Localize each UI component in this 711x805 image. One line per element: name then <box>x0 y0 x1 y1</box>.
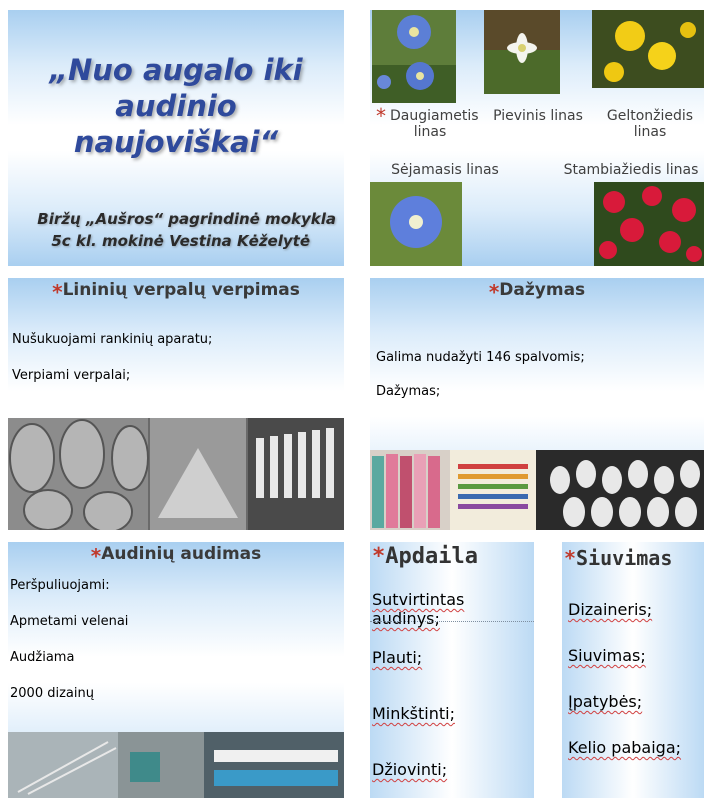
slide-sewing[interactable] <box>562 542 704 798</box>
slide-title <box>370 280 704 304</box>
slide-title <box>8 280 344 304</box>
slide-spinning[interactable] <box>8 278 344 530</box>
bullet-star: * <box>90 544 102 568</box>
red-flax-photo <box>594 182 704 266</box>
title-text: Lininių verpalų verpimas <box>62 280 300 300</box>
slide-flax-types[interactable] <box>370 10 704 266</box>
student-name: 5c kl. mokinė Vestina Kėželytė <box>51 232 310 250</box>
bullet-star: * <box>488 280 500 304</box>
text-line-1: Galima nudažyti 146 spalvomis; <box>376 350 585 365</box>
text-line-3: Minkštinti; <box>372 704 455 723</box>
slide-title[interactable] <box>8 10 344 266</box>
text-line-3: Audžiama <box>10 650 75 665</box>
text-line-2: Apmetami velenai <box>10 614 129 629</box>
yellow-flax-photo <box>592 10 704 88</box>
title-text: Audinių audimas <box>101 544 262 564</box>
caption-sejamasis: Sėjamasis linas <box>391 162 499 178</box>
slide-finishing[interactable] <box>370 542 534 798</box>
text-line-4: 2000 dizainų <box>10 686 94 701</box>
slide-title <box>372 544 478 569</box>
text-line-1: Dizaineris; <box>568 600 653 619</box>
bullet-star: * <box>52 280 63 304</box>
divider-line <box>370 621 534 622</box>
text-line-3: Įpatybės; <box>568 692 643 711</box>
text-line-2: Verpiami verpalai; <box>12 368 131 383</box>
slide-title <box>8 544 344 568</box>
slide-title <box>564 546 672 570</box>
caption-stambiaziedis: Stambiažiedis linas <box>563 162 699 178</box>
bullet-star: * <box>372 544 386 569</box>
slide-weaving[interactable] <box>8 542 344 798</box>
text-line-4: Džiovinti; <box>372 760 448 779</box>
title-text: Dažymas <box>499 280 586 300</box>
caption-daugiametis: Daugiametis linas <box>390 108 479 140</box>
title-text: Apdaila <box>385 544 478 569</box>
text-line-1: Peršpuliuojami: <box>10 578 110 593</box>
caption-geltonziedis: Geltonžiedis linas <box>606 108 694 140</box>
school-name: Biržų „Aušros“ pagrindinė mokykla <box>37 210 336 228</box>
weaving-machines-photo <box>8 732 344 798</box>
title-text: Siuvimas <box>576 546 673 570</box>
text-line-2: Siuvimas; <box>568 646 646 665</box>
text-line-2: Plauti; <box>372 648 423 667</box>
text-line-2: Dažymas; <box>376 384 441 399</box>
bullet-star: * <box>564 546 577 570</box>
sown-flax-photo <box>370 182 462 266</box>
yarn-spools-photo <box>8 418 344 530</box>
dyed-yarn-photo <box>370 450 704 530</box>
presentation-title: „Nuo augalo iki audinio naujoviškai“ <box>49 53 303 159</box>
bullet-star: * <box>376 104 386 128</box>
text-line-4: Kelio pabaiga; <box>568 738 682 757</box>
caption-pievinis: Pievinis linas <box>493 108 583 124</box>
white-flax-photo <box>484 10 560 94</box>
text-line-1: Sutvirtintas audinys; <box>372 590 465 628</box>
blue-flax-photo <box>372 10 456 103</box>
slide-dyeing[interactable] <box>370 278 704 530</box>
text-line-1: Nušukuojami rankinių aparatu; <box>12 332 213 347</box>
